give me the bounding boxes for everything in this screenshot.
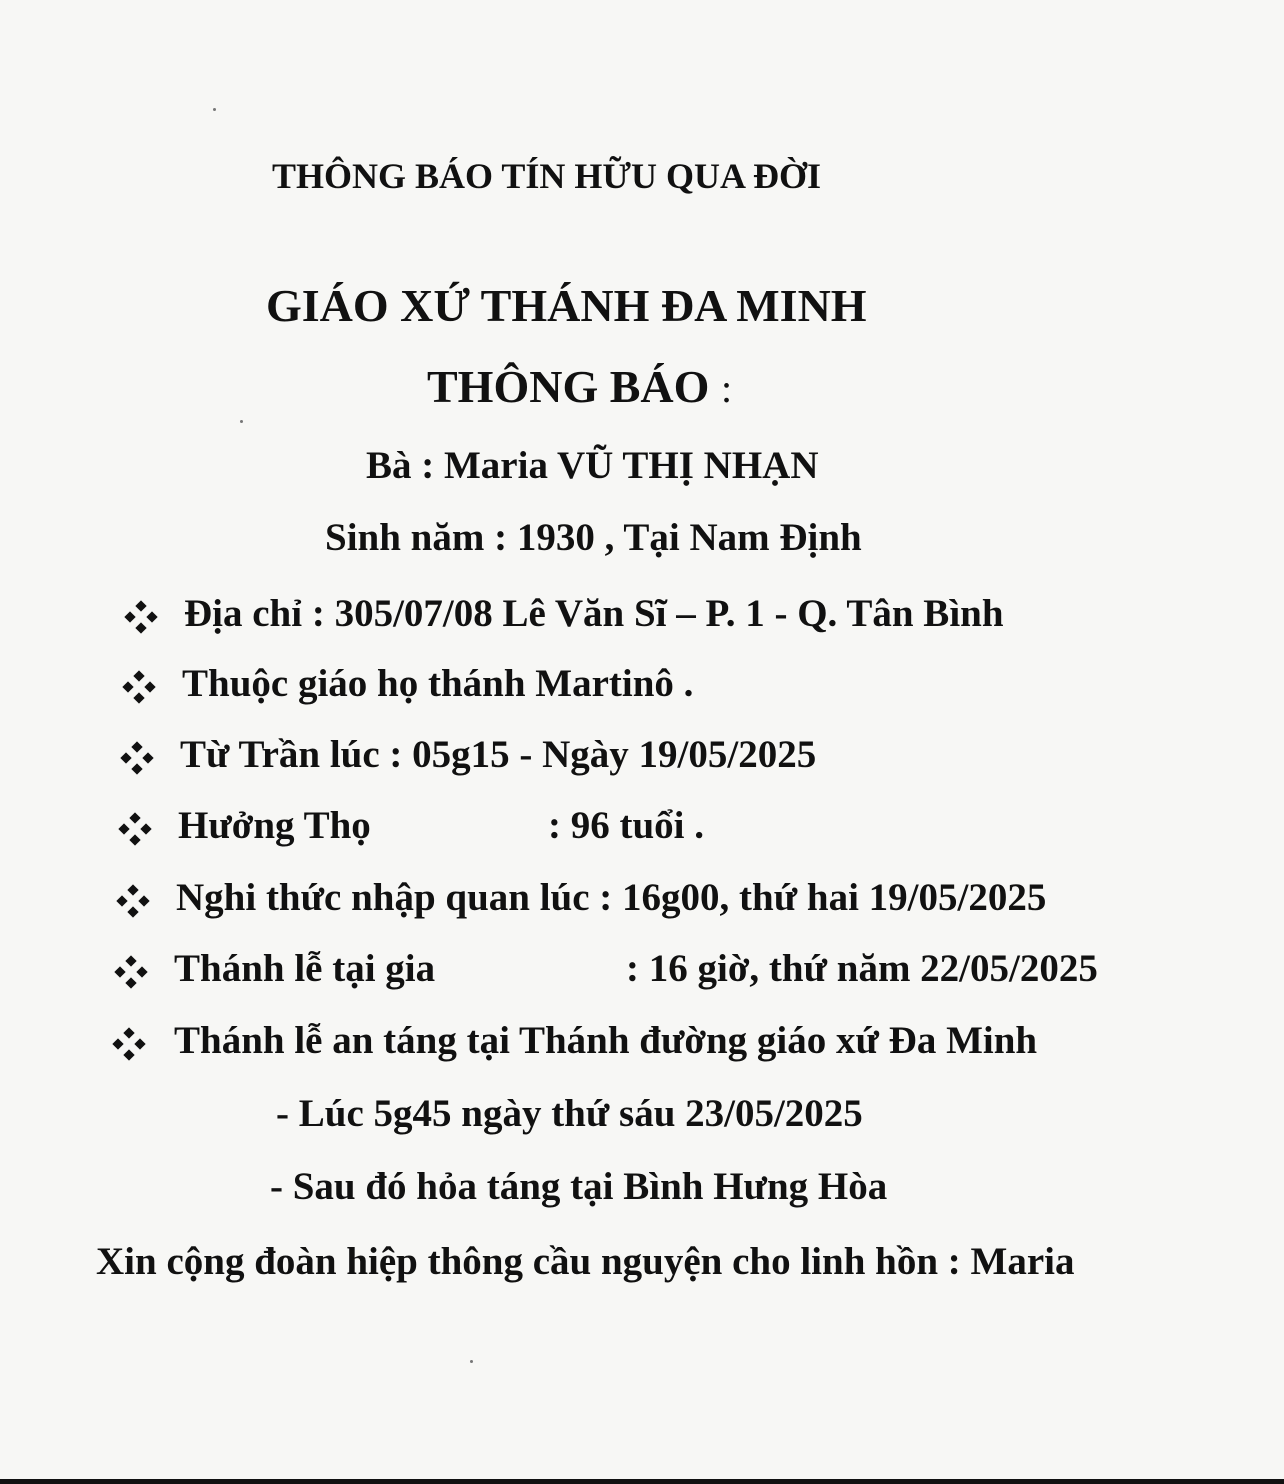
four-diamond-bullet-icon bbox=[122, 670, 156, 704]
scan-speck bbox=[213, 108, 216, 111]
age-label: Hưởng Thọ bbox=[178, 804, 371, 847]
four-diamond-bullet-icon bbox=[114, 955, 148, 989]
detail-age bbox=[118, 806, 918, 852]
scan-speck bbox=[470, 1360, 473, 1363]
deceased-name: Bà : Maria VŨ THỊ NHẠN bbox=[366, 444, 819, 487]
home-mass-label: Thánh lễ tại gia bbox=[174, 947, 436, 990]
announcement-heading-text: THÔNG BÁO bbox=[427, 361, 710, 412]
bottom-border bbox=[0, 1479, 1284, 1484]
death-text: Từ Trần lúc : 05g15 - Ngày 19/05/2025 bbox=[180, 733, 817, 776]
chapel-group-text: Thuộc giáo họ thánh Martinô . bbox=[182, 662, 694, 705]
closing-prayer: Xin cộng đoàn hiệp thông cầu nguyện cho linh hồn : Maria bbox=[96, 1240, 1075, 1283]
detail-home-mass bbox=[114, 949, 1174, 995]
age-value: : 96 tuổi . bbox=[548, 804, 704, 847]
four-diamond-bullet-icon bbox=[120, 741, 154, 775]
birth-info: Sinh năm : 1930 , Tại Nam Định bbox=[325, 516, 862, 559]
coffin-text: Nghi thức nhập quan lúc : 16g00, thứ hai 19/05/2025 bbox=[176, 876, 1047, 919]
detail-funeral-mass bbox=[112, 1021, 1152, 1067]
notice-title: THÔNG BÁO TÍN HỮU QUA ĐỜI bbox=[272, 156, 822, 196]
home-mass-value: : 16 giờ, thứ năm 22/05/2025 bbox=[626, 947, 1098, 990]
detail-address bbox=[124, 594, 1124, 640]
announcement-colon: : bbox=[720, 366, 733, 411]
parish-name: GIÁO XỨ THÁNH ĐA MINH bbox=[266, 280, 867, 331]
funeral-time: - Lúc 5g45 ngày thứ sáu 23/05/2025 bbox=[276, 1092, 863, 1135]
detail-chapel-group bbox=[122, 664, 922, 710]
four-diamond-bullet-icon bbox=[112, 1027, 146, 1061]
announcement-heading bbox=[427, 361, 733, 412]
cremation-info: - Sau đó hỏa táng tại Bình Hưng Hòa bbox=[270, 1165, 888, 1208]
four-diamond-bullet-icon bbox=[116, 884, 150, 918]
four-diamond-bullet-icon bbox=[124, 600, 158, 634]
funeral-mass-text: Thánh lễ an táng tại Thánh đường giáo xứ Đa Minh bbox=[174, 1019, 1038, 1062]
address-text: Địa chỉ : 305/07/08 Lê Văn Sĩ – P. 1 - Q. Tân Bình bbox=[184, 592, 1004, 635]
scan-speck bbox=[240, 420, 243, 423]
four-diamond-bullet-icon bbox=[118, 812, 152, 846]
detail-coffin bbox=[116, 878, 1156, 924]
detail-death bbox=[120, 735, 1020, 781]
